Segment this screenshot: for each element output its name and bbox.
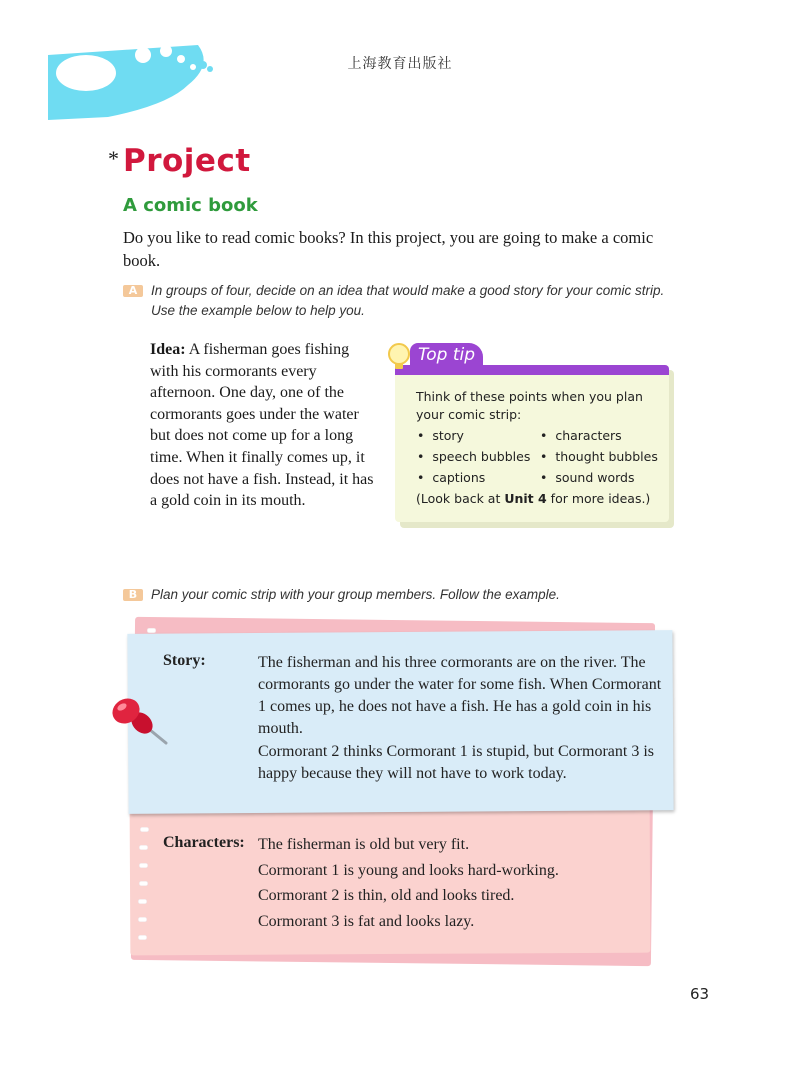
top-tip-label: Top tip xyxy=(418,345,476,365)
lightbulb-icon xyxy=(386,342,412,372)
story-paragraph-2: Cormorant 2 thinks Cormorant 1 is stupid, but Cormorant 3 is happy because they will not have to work today. xyxy=(258,743,654,782)
characters-label: Characters: xyxy=(163,834,245,851)
story-label: Story: xyxy=(163,652,206,669)
idea-text: A fisherman goes fishing with his cormorants every afternoon. One day, one of the cormorants goes under the water but does not come up for a long time. When it finally comes up, it does not have a fish. Instead, it has a gold coin in its mouth. xyxy=(150,341,374,510)
binder-hole xyxy=(138,899,147,904)
character-line: The fisherman is old but very fit. xyxy=(258,836,470,853)
tip-item: • story xyxy=(417,428,464,443)
tip-item: • thought bubbles xyxy=(540,449,658,464)
story-paragraph-1: The fisherman and his three cormorants are on the river. The cormorants go under the water for some fish. When Cormorant 1 comes up, he does not have a fish. He has a gold coin in his mouth. xyxy=(258,654,662,737)
binder-hole xyxy=(139,881,148,886)
pushpin-icon xyxy=(104,693,174,753)
tip-item: • sound words xyxy=(540,470,635,485)
publisher-header: 上海教育出版社 xyxy=(347,56,453,72)
tip-list-left xyxy=(417,428,530,491)
binder-hole xyxy=(147,628,156,633)
task-a-instruction: In groups of four, decide on an idea that would make a good story for your comic strip. Use the example below to help you. xyxy=(151,283,665,318)
character-line: Cormorant 3 is fat and looks lazy. xyxy=(258,912,475,930)
task-a-marker: A xyxy=(123,285,143,297)
idea-label: Idea: xyxy=(150,341,186,358)
page-title: Project xyxy=(123,143,251,179)
intro-paragraph: Do you like to read comic books? In this project, you are going to make a comic book. xyxy=(123,228,654,270)
characters-list xyxy=(258,834,658,936)
task-b-instruction: Plan your comic strip with your group members. Follow the example. xyxy=(151,587,560,602)
tip-item: • speech bubbles xyxy=(417,449,531,464)
tip-intro: Think of these points when you plan your comic strip: xyxy=(416,389,643,422)
page-number: 63 xyxy=(690,985,710,1003)
character-line: Cormorant 1 is young and looks hard-working. xyxy=(258,861,559,879)
tip-list-right xyxy=(540,428,658,491)
binder-hole xyxy=(139,863,148,868)
tip-note: (Look back at Unit 4 for more ideas.) xyxy=(416,491,651,506)
tip-item: • captions xyxy=(417,470,486,485)
binder-hole xyxy=(140,827,149,832)
task-b-marker: B xyxy=(123,589,143,601)
binder-hole xyxy=(139,845,148,850)
binder-hole xyxy=(138,917,147,922)
optional-marker: * xyxy=(108,146,119,171)
binder-hole xyxy=(138,935,147,940)
idea-paragraph xyxy=(150,339,375,512)
section-subtitle: A comic book xyxy=(123,195,258,216)
tip-item: • characters xyxy=(540,428,622,443)
character-line: Cormorant 2 is thin, old and looks tired. xyxy=(258,887,515,904)
